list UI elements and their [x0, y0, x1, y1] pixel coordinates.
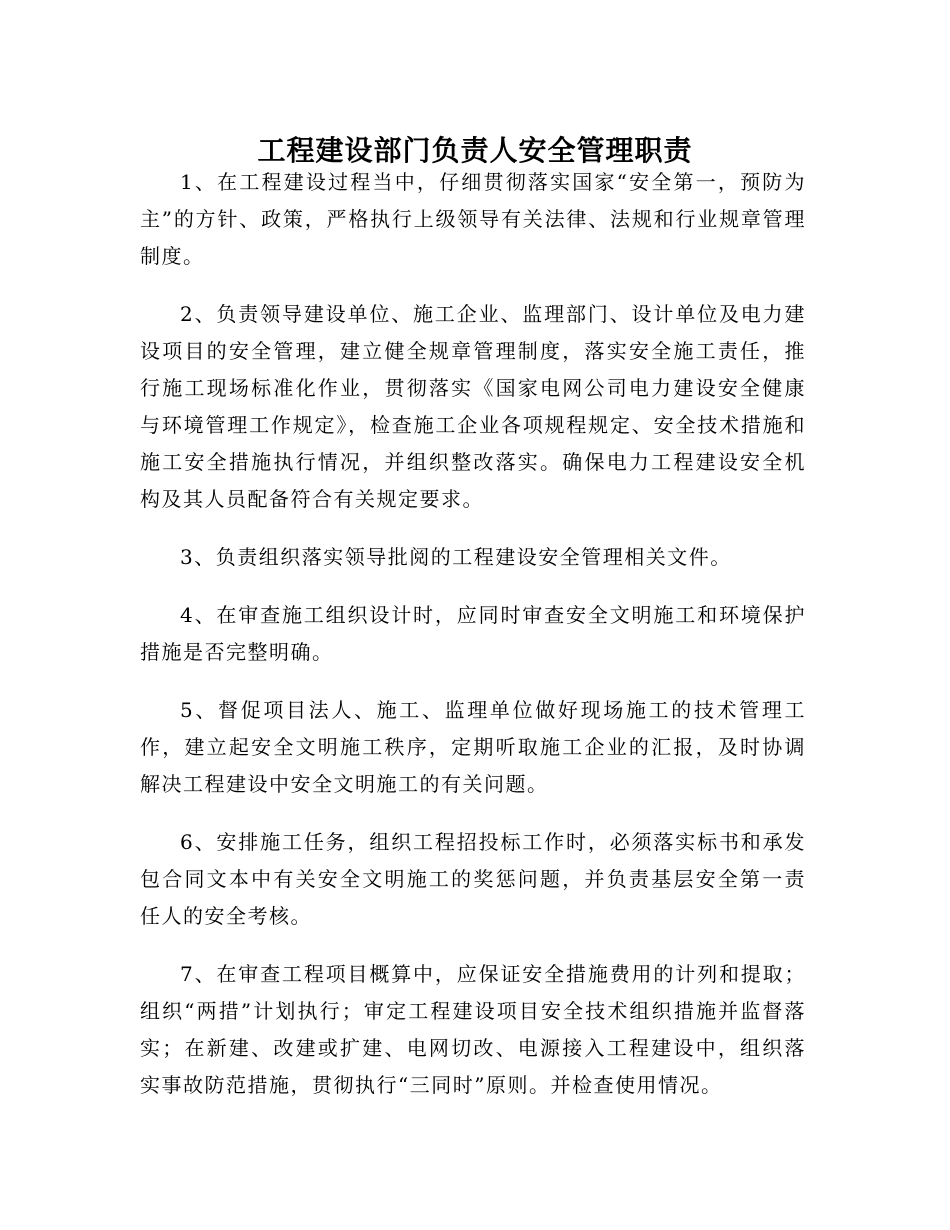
paragraph-4: 4、在审查施工组织设计时，应同时审查安全文明施工和环境保护措施是否完整明确。 [140, 603, 806, 664]
document-title: 工程建设部门负责人安全管理职责 [257, 133, 693, 167]
paragraph-7: 7、在审查工程项目概算中，应保证安全措施费用的计列和提取；组织“两措”计划执行；审定工程建设项目安全技术组织措施并监督落实；在新建、改建或扩建、电网切改、电源接入工程建设中，组织落实事故防范措施，贯彻执行“三同时”原则。并检查使用情况。 [140, 962, 806, 1097]
paragraph-3: 3、负责组织落实领导批阅的工程建设安全管理相关文件。 [180, 545, 732, 569]
document-body [140, 164, 806, 1125]
paragraph-1: 1、在工程建设过程当中，仔细贯彻落实国家“安全第一，预防为主”的方针、政策，严格执行上级领导有关法律、法规和行业规章管理制度。 [140, 170, 806, 268]
paragraph-5: 5、督促项目法人、施工、监理单位做好现场施工的技术管理工作，建立起安全文明施工秩序，定期听取施工企业的汇报，及时协调解决工程建设中安全文明施工的有关问题。 [140, 698, 806, 796]
paragraph-2: 2、负责领导建设单位、施工企业、监理部门、设计单位及电力建设项目的安全管理，建立健全规章管理制度，落实安全施工责任，推行施工现场标准化作业，贯彻落实《国家电网公司电力建设安全健康与环境管理工作规定》，检查施工企业各项规程规定、安全技术措施和施工安全措施执行情况，并组织整改落实。确保电力工程建设安全机构及其人员配备符合有关规定要求。 [140, 302, 806, 511]
paragraph-6: 6、安排施工任务，组织工程招投标工作时，必须落实标书和承发包合同文本中有关安全文明施工的奖惩问题，并负责基层安全第一责任人的安全考核。 [140, 830, 806, 928]
